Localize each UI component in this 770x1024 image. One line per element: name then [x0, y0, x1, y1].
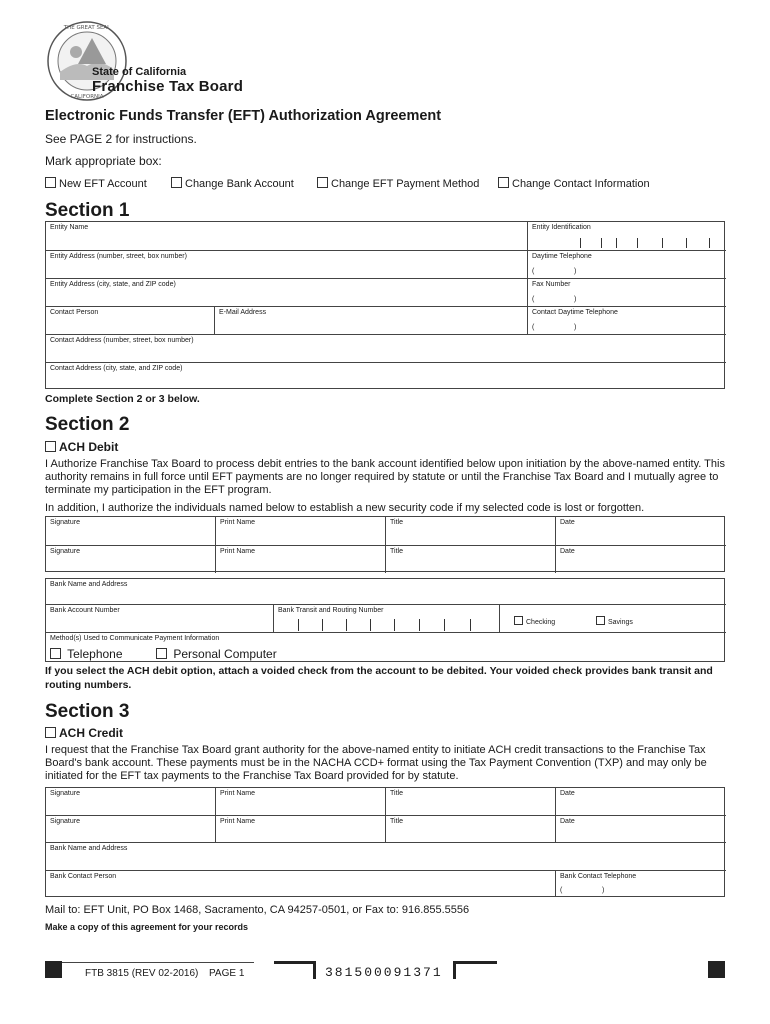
title-field[interactable]: Title [385, 815, 555, 842]
ach-credit-option[interactable]: ACH Credit [45, 726, 123, 740]
option-change-method[interactable]: Change EFT Payment Method [317, 177, 479, 190]
agency-name: Franchise Tax Board [92, 78, 244, 95]
account-type-field [499, 604, 726, 632]
section-2-signature-grid [45, 516, 725, 572]
contact-address-field[interactable]: Contact Address (number, street, box number) [46, 334, 726, 362]
signature-field[interactable]: Signature [50, 790, 80, 797]
checking-option[interactable]: Checking [514, 616, 555, 626]
signature-field[interactable]: Signature [50, 519, 80, 526]
entity-address-field[interactable]: Entity Address (number, street, box number) [46, 250, 527, 278]
section-2-bank-grid [45, 578, 725, 662]
date-field[interactable]: Date [555, 788, 726, 815]
copy-note: Make a copy of this agreement for your records [45, 922, 249, 932]
section-1-grid [45, 221, 725, 389]
date-field[interactable]: Date [555, 517, 726, 545]
contact-phone-field[interactable]: Contact Daytime Telephone ( ) [527, 306, 726, 334]
page-number: PAGE 1 [209, 968, 245, 979]
section-3-heading: Section 3 [45, 701, 130, 722]
signature-field[interactable]: Signature [46, 815, 215, 842]
security-code-authorization: In addition, I authorize the individuals named below to establish a new security code if my selected code is lost or forgotten. [45, 502, 645, 514]
title-field[interactable]: Title [385, 517, 555, 545]
form-barcode-number: 381500091371 [325, 965, 443, 980]
contact-city-field[interactable]: Contact Address (city, state, and ZIP code) [46, 362, 726, 389]
checkbox[interactable] [45, 727, 56, 738]
fax-field[interactable]: Fax Number ( ) [527, 278, 726, 306]
section-2-heading: Section 2 [45, 414, 130, 435]
checkbox[interactable] [317, 177, 328, 188]
registration-mark [45, 961, 62, 978]
savings-option[interactable]: Savings [596, 616, 633, 626]
title-field[interactable]: Title [385, 545, 555, 573]
checkbox[interactable] [171, 177, 182, 188]
print-name-field[interactable]: Print Name [215, 788, 385, 815]
voided-check-note: If you select the ACH debit option, attach a voided check from the account to be debited. Your voided check provides bank transit and routing numbers. [45, 665, 713, 691]
date-field[interactable]: Date [555, 545, 726, 573]
corner-mark [274, 961, 316, 979]
registration-mark [708, 961, 725, 978]
checkbox[interactable] [50, 648, 61, 659]
ach-credit-authorization: I request that the Franchise Tax Board grant authority for the above-named entity to initiate ACH credit transactions to the Franchise Tax Board's bank account. These payments must be in the NACHA CCD+ format using the Tax Payment Convention (TXP) and may only be initiated for the EFT tax payments to the Franchise Tax Board provided for by statute. [45, 744, 707, 782]
communication-methods-field: Method(s) Used to Communicate Payment Information Telephone Personal Computer [46, 632, 726, 662]
checkbox[interactable] [514, 616, 523, 625]
bank-contact-person-field[interactable]: Bank Contact Person [46, 870, 555, 897]
entity-city-field[interactable]: Entity Address (city, state, and ZIP code) [46, 278, 527, 306]
corner-mark [453, 961, 497, 979]
checkbox[interactable] [156, 648, 167, 659]
option-change-contact[interactable]: Change Contact Information [498, 177, 650, 190]
signature-field[interactable]: Signature [46, 545, 215, 573]
title-field[interactable]: Title [385, 788, 555, 815]
checkbox[interactable] [498, 177, 509, 188]
checkbox[interactable] [596, 616, 605, 625]
checkbox[interactable] [45, 441, 56, 452]
email-field[interactable]: E-Mail Address [214, 306, 527, 334]
option-change-bank[interactable]: Change Bank Account [171, 177, 294, 190]
section-3-grid [45, 787, 725, 897]
date-field[interactable]: Date [555, 815, 726, 842]
daytime-phone-field[interactable]: Daytime Telephone ( ) [527, 250, 726, 278]
contact-person-field[interactable]: Contact Person [46, 306, 214, 334]
mark-box-label: Mark appropriate box: [45, 154, 162, 168]
svg-text:CALIFORNIA: CALIFORNIA [70, 94, 104, 100]
option-new-eft[interactable]: New EFT Account [45, 177, 147, 190]
instructions-note: See PAGE 2 for instructions. [45, 132, 197, 146]
ach-debit-option[interactable]: ACH Debit [45, 440, 118, 454]
checkbox[interactable] [45, 177, 56, 188]
svg-text:THE GREAT SEAL: THE GREAT SEAL [63, 25, 111, 31]
bank-name-field[interactable]: Bank Name and Address [46, 842, 726, 870]
state-name: State of California [92, 66, 187, 78]
entity-name-field[interactable]: Entity Name [50, 224, 89, 231]
account-number-field[interactable]: Bank Account Number [46, 604, 273, 632]
routing-number-field[interactable]: Bank Transit and Routing Number [273, 604, 499, 632]
bank-name-field[interactable]: Bank Name and Address [50, 581, 128, 588]
section-1-note: Complete Section 2 or 3 below. [45, 393, 200, 405]
bank-contact-phone-field[interactable]: Bank Contact Telephone ( ) [555, 870, 726, 897]
footer-rule [62, 962, 254, 963]
form-number: FTB 3815 (REV 02-2016) [85, 968, 199, 979]
form-title: Electronic Funds Transfer (EFT) Authorization Agreement [45, 108, 442, 124]
ach-debit-authorization: I Authorize Franchise Tax Board to process debit entries to the bank account identified below upon initiation by the above-named entity. This authority remains in full force until EFT payments are no longer required by statute or until the Franchise Tax Board and I mutually agree to terminate my participation in the EFT program. [45, 458, 725, 496]
print-name-field[interactable]: Print Name [215, 815, 385, 842]
telephone-option[interactable]: Telephone [50, 647, 123, 661]
mail-to-address: Mail to: EFT Unit, PO Box 1468, Sacramento, CA 94257-0501, or Fax to: 916.855.5556 [45, 904, 470, 916]
entity-id-field[interactable]: Entity Identification [527, 222, 726, 250]
section-1-heading: Section 1 [45, 200, 130, 221]
computer-option[interactable]: Personal Computer [156, 647, 277, 661]
print-name-field[interactable]: Print Name [215, 517, 385, 545]
print-name-field[interactable]: Print Name [215, 545, 385, 573]
